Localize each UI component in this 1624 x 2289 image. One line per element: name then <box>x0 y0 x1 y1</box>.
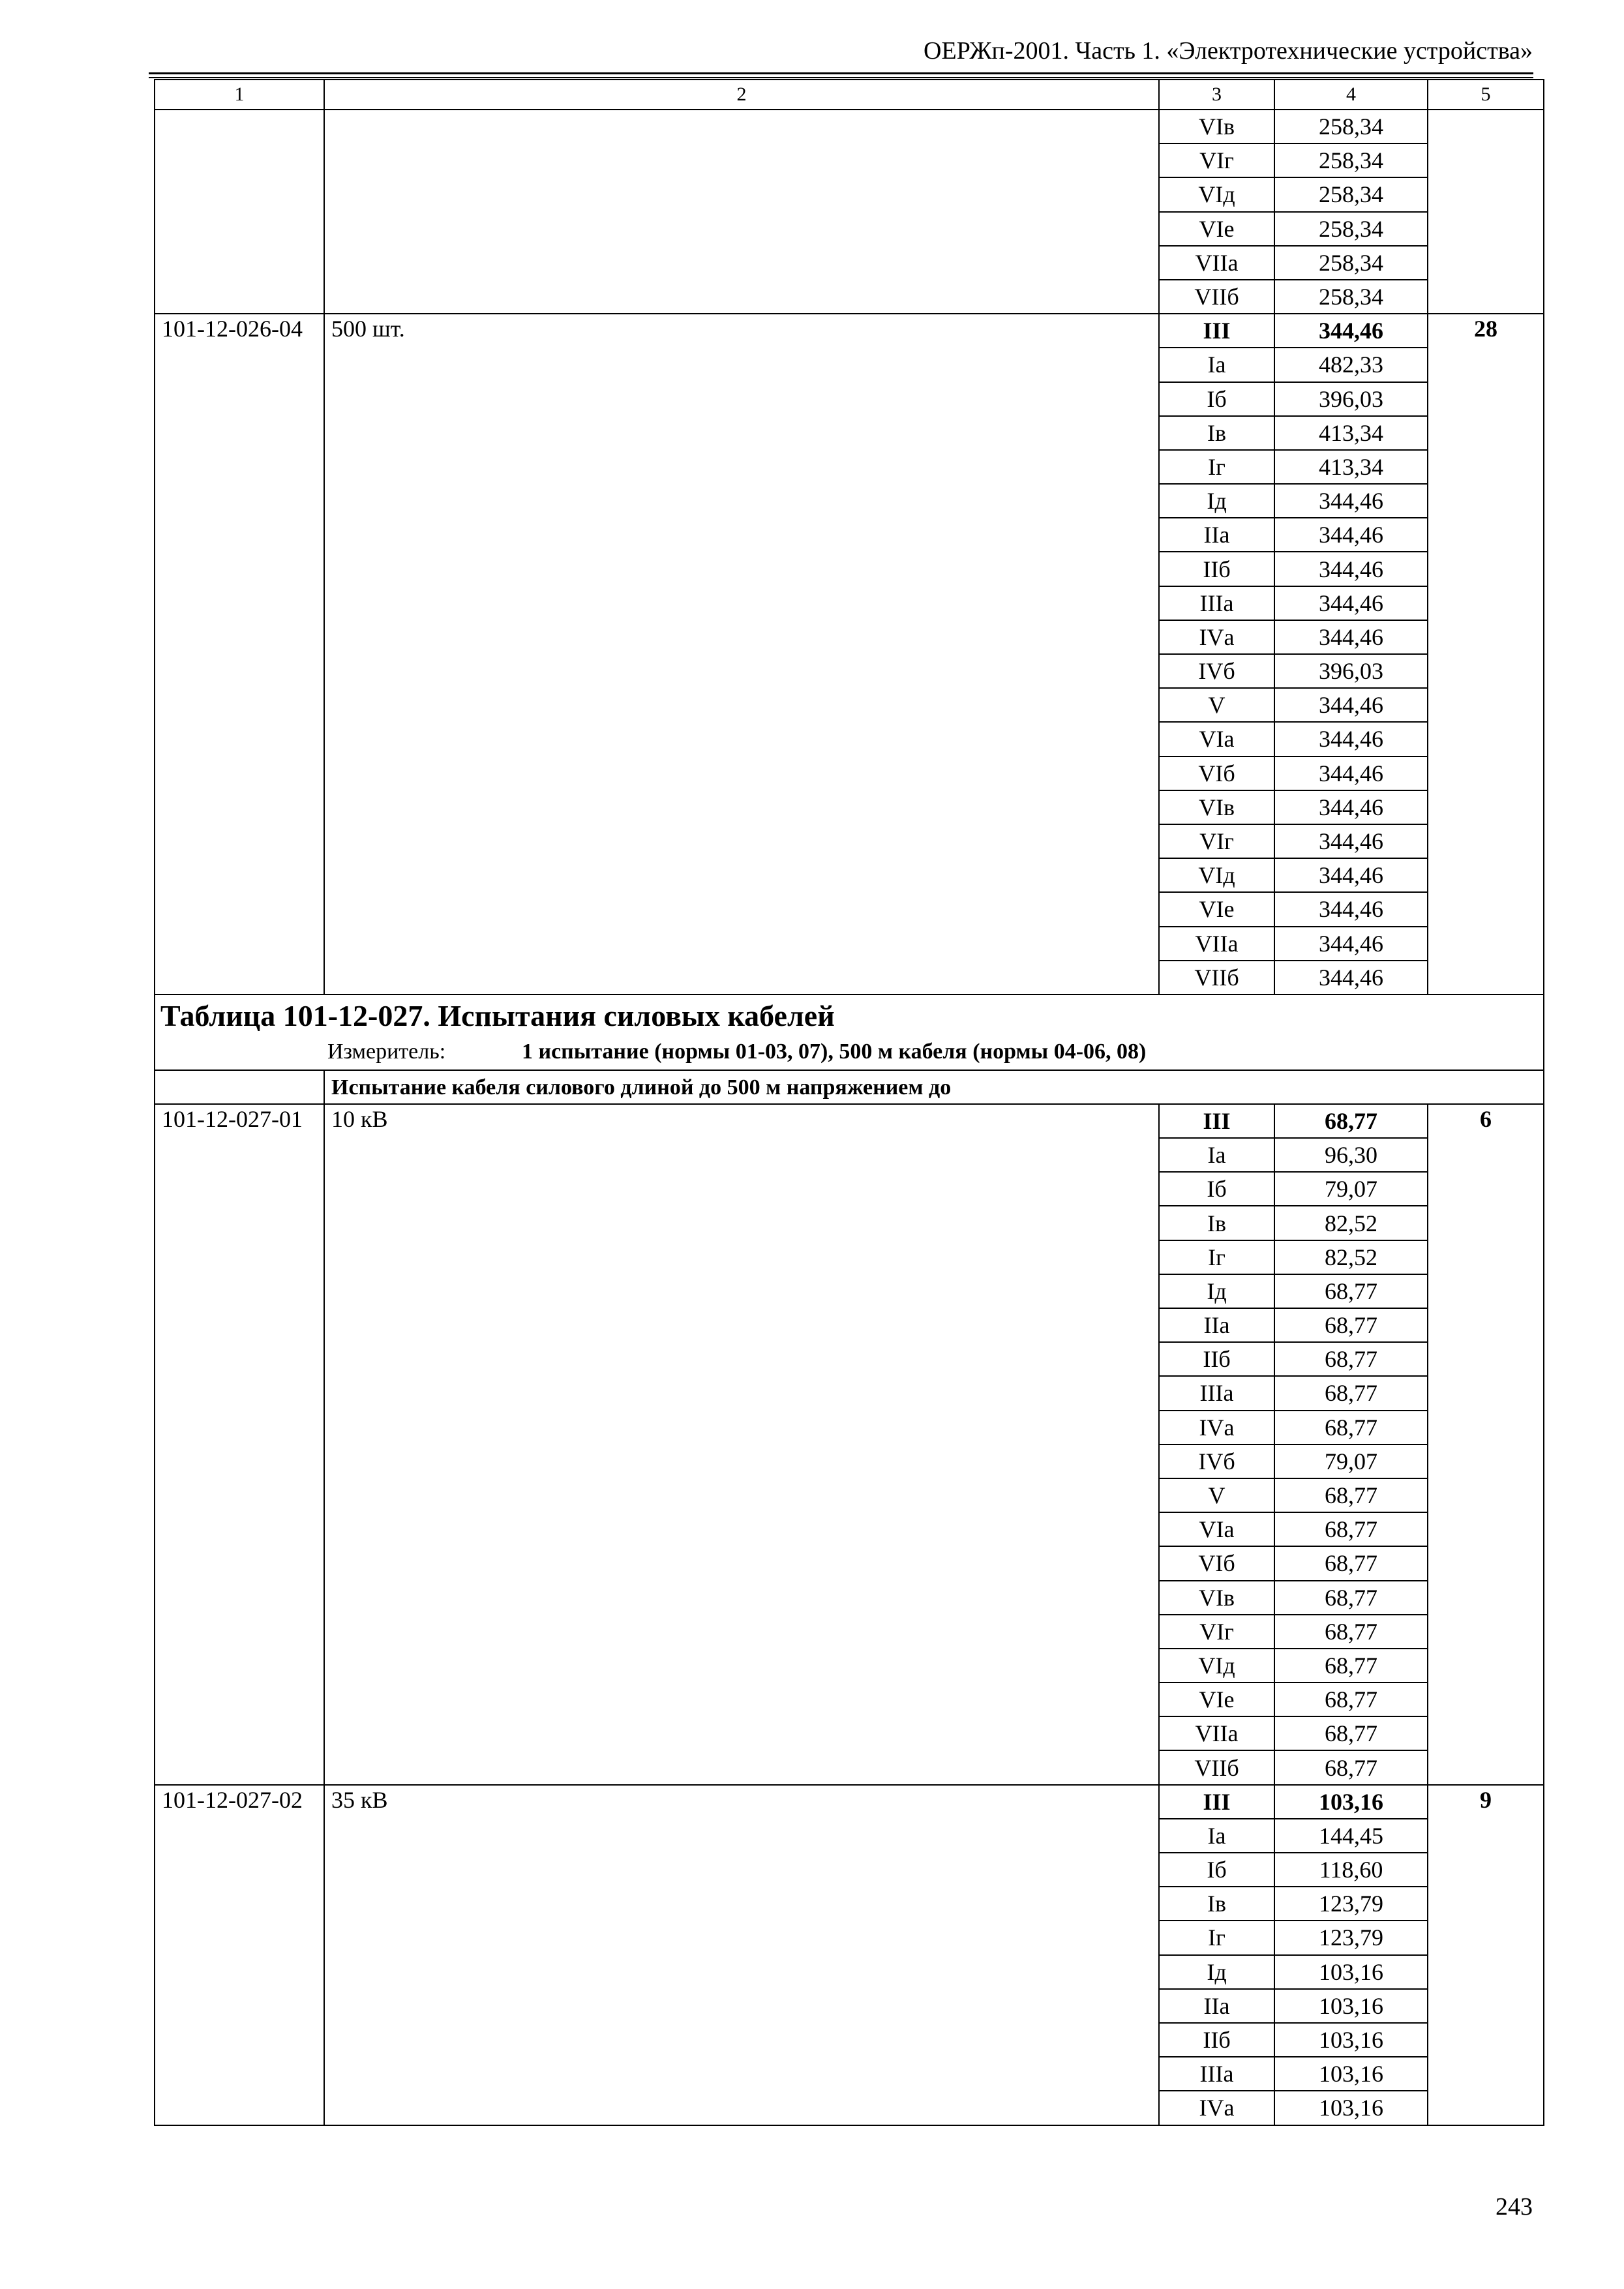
zone-cell: Iб <box>1159 1853 1274 1887</box>
price-cell: 103,16 <box>1274 1785 1428 1819</box>
norm-description: 500 шт. <box>324 314 1159 995</box>
zone-cell: VIб <box>1159 1546 1274 1580</box>
price-cell: 482,33 <box>1274 348 1428 382</box>
price-cell: 258,34 <box>1274 280 1428 314</box>
zone-cell: IIIа <box>1159 1376 1274 1410</box>
quantity-cell: 28 <box>1428 314 1544 995</box>
section-cell <box>324 1070 1544 1104</box>
price-cell: 68,77 <box>1274 1546 1428 1580</box>
price-cell: 123,79 <box>1274 1921 1428 1954</box>
table-row <box>155 314 1544 348</box>
price-cell: 96,30 <box>1274 1138 1428 1172</box>
price-cell: 103,16 <box>1274 1989 1428 2023</box>
price-cell: 103,16 <box>1274 2057 1428 2091</box>
price-cell: 413,34 <box>1274 450 1428 484</box>
zone-cell: IVа <box>1159 620 1274 654</box>
price-cell: 258,34 <box>1274 212 1428 246</box>
price-cell: 344,46 <box>1274 314 1428 348</box>
price-cell: 344,46 <box>1274 620 1428 654</box>
zone-cell: IVб <box>1159 654 1274 688</box>
price-cell: 68,77 <box>1274 1750 1428 1784</box>
zone-cell: IIIа <box>1159 586 1274 620</box>
zone-cell: VIд <box>1159 177 1274 211</box>
section-row <box>155 1070 1544 1104</box>
price-cell: 103,16 <box>1274 2023 1428 2057</box>
column-number: 2 <box>324 80 1159 110</box>
price-cell: 68,77 <box>1274 1716 1428 1750</box>
zone-cell: VIе <box>1159 892 1274 926</box>
zone-cell: IVа <box>1159 2091 1274 2125</box>
zone-cell: Iв <box>1159 416 1274 450</box>
table-title: Таблица 101-12-027. Испытания силовых кабелей <box>160 998 835 1032</box>
quantity-cell: 9 <box>1428 1785 1544 2125</box>
norm-description: 10 кВ <box>324 1104 1159 1785</box>
zone-cell: VIг <box>1159 1615 1274 1649</box>
price-cell: 344,46 <box>1274 586 1428 620</box>
table-row <box>155 110 1544 143</box>
zone-cell: Iа <box>1159 1138 1274 1172</box>
zone-cell: III <box>1159 1785 1274 1819</box>
zone-cell: Iг <box>1159 1240 1274 1274</box>
zone-cell: IIа <box>1159 1308 1274 1342</box>
zone-cell: VIг <box>1159 824 1274 858</box>
norm-code: 101-12-026-04 <box>155 314 324 995</box>
norm-description <box>324 110 1159 314</box>
price-cell: 103,16 <box>1274 2091 1428 2125</box>
table-title-cell <box>155 995 1544 1034</box>
price-cell: 68,77 <box>1274 1512 1428 1546</box>
zone-cell: Iв <box>1159 1887 1274 1921</box>
price-cell: 344,46 <box>1274 858 1428 892</box>
price-cell: 68,77 <box>1274 1376 1428 1410</box>
quantity-cell <box>1428 110 1544 314</box>
section-spacer-cell <box>155 1070 324 1104</box>
zone-cell: VIIб <box>1159 961 1274 995</box>
quantity-cell: 6 <box>1428 1104 1544 1785</box>
norm-code: 101-12-027-02 <box>155 1785 324 2125</box>
price-cell: 144,45 <box>1274 1819 1428 1853</box>
norm-code: 101-12-027-01 <box>155 1104 324 1785</box>
zone-cell: V <box>1159 688 1274 722</box>
zone-cell: VIв <box>1159 790 1274 824</box>
zone-cell: IIб <box>1159 552 1274 586</box>
table-row <box>155 1785 1544 1819</box>
price-cell: 79,07 <box>1274 1444 1428 1478</box>
zone-cell: Iб <box>1159 382 1274 416</box>
price-cell: 68,77 <box>1274 1615 1428 1649</box>
price-cell: 413,34 <box>1274 416 1428 450</box>
norm-code <box>155 110 324 314</box>
header-rule-secondary <box>149 77 1533 78</box>
price-cell: 344,46 <box>1274 927 1428 961</box>
zone-cell: VIв <box>1159 1581 1274 1615</box>
column-number: 3 <box>1159 80 1274 110</box>
price-cell: 344,46 <box>1274 518 1428 552</box>
price-cell: 68,77 <box>1274 1649 1428 1683</box>
price-cell: 258,34 <box>1274 246 1428 280</box>
zone-cell: VIIб <box>1159 1750 1274 1784</box>
running-header-title: ОЕРЖп-2001. Часть 1. «Электротехнические устройства» <box>924 37 1533 65</box>
zone-cell: V <box>1159 1478 1274 1512</box>
zone-cell: IVа <box>1159 1411 1274 1444</box>
zone-cell: Iд <box>1159 1274 1274 1308</box>
zone-cell: IVб <box>1159 1444 1274 1478</box>
table-title-row <box>155 995 1544 1034</box>
zone-cell: VIг <box>1159 143 1274 177</box>
zone-cell: VIе <box>1159 1683 1274 1716</box>
zone-cell: IIIа <box>1159 2057 1274 2091</box>
zone-cell: VIд <box>1159 858 1274 892</box>
section-heading: Испытание кабеля силового длиной до 500 м напряжением до <box>331 1075 952 1100</box>
column-number-row <box>155 80 1544 110</box>
price-cell: 344,46 <box>1274 892 1428 926</box>
price-cell: 68,77 <box>1274 1683 1428 1716</box>
price-cell: 344,46 <box>1274 552 1428 586</box>
zone-cell: Iг <box>1159 450 1274 484</box>
column-number: 1 <box>155 80 324 110</box>
price-cell: 344,46 <box>1274 756 1428 790</box>
price-cell: 82,52 <box>1274 1240 1428 1274</box>
measure-row <box>155 1034 1544 1070</box>
zone-cell: Iа <box>1159 348 1274 382</box>
price-cell: 344,46 <box>1274 961 1428 995</box>
column-number: 5 <box>1428 80 1544 110</box>
zone-cell: VIа <box>1159 1512 1274 1546</box>
measure-text: 1 испытание (нормы 01-03, 07), 500 м кабеля (нормы 04-06, 08) <box>522 1039 1147 1064</box>
price-cell: 68,77 <box>1274 1581 1428 1615</box>
price-cell: 258,34 <box>1274 110 1428 143</box>
zone-cell: VIIа <box>1159 1716 1274 1750</box>
norms-table-body <box>155 80 1544 2125</box>
zone-cell: VIа <box>1159 722 1274 756</box>
zone-cell: III <box>1159 1104 1274 1138</box>
price-cell: 344,46 <box>1274 688 1428 722</box>
header-rule <box>149 72 1533 74</box>
price-cell: 344,46 <box>1274 722 1428 756</box>
price-cell: 68,77 <box>1274 1411 1428 1444</box>
table-row <box>155 1104 1544 1138</box>
zone-cell: VIв <box>1159 110 1274 143</box>
zone-cell: III <box>1159 314 1274 348</box>
zone-cell: VIIа <box>1159 246 1274 280</box>
price-cell: 258,34 <box>1274 143 1428 177</box>
zone-cell: VIе <box>1159 212 1274 246</box>
price-cell: 396,03 <box>1274 654 1428 688</box>
norms-table <box>154 79 1544 2126</box>
zone-cell: Iб <box>1159 1172 1274 1206</box>
price-cell: 123,79 <box>1274 1887 1428 1921</box>
price-cell: 118,60 <box>1274 1853 1428 1887</box>
zone-cell: VIб <box>1159 756 1274 790</box>
zone-cell: IIа <box>1159 518 1274 552</box>
zone-cell: IIб <box>1159 2023 1274 2057</box>
zone-cell: Iд <box>1159 1955 1274 1989</box>
zone-cell: VIIб <box>1159 280 1274 314</box>
price-cell: 396,03 <box>1274 382 1428 416</box>
price-cell: 258,34 <box>1274 177 1428 211</box>
price-cell: 68,77 <box>1274 1274 1428 1308</box>
measure-cell <box>155 1034 1544 1070</box>
price-cell: 68,77 <box>1274 1342 1428 1376</box>
price-cell: 82,52 <box>1274 1206 1428 1240</box>
price-cell: 344,46 <box>1274 790 1428 824</box>
price-cell: 344,46 <box>1274 484 1428 518</box>
zone-cell: IIа <box>1159 1989 1274 2023</box>
norm-description: 35 кВ <box>324 1785 1159 2125</box>
zone-cell: Iа <box>1159 1819 1274 1853</box>
zone-cell: Iв <box>1159 1206 1274 1240</box>
price-cell: 68,77 <box>1274 1478 1428 1512</box>
zone-cell: Iд <box>1159 484 1274 518</box>
measure-label: Измеритель: <box>327 1039 446 1064</box>
price-cell: 103,16 <box>1274 1955 1428 1989</box>
zone-cell: VIд <box>1159 1649 1274 1683</box>
price-cell: 344,46 <box>1274 824 1428 858</box>
price-cell: 68,77 <box>1274 1104 1428 1138</box>
column-number: 4 <box>1274 80 1428 110</box>
zone-cell: IIб <box>1159 1342 1274 1376</box>
page-number: 243 <box>1496 2193 1533 2221</box>
zone-cell: VIIа <box>1159 927 1274 961</box>
zone-cell: Iг <box>1159 1921 1274 1954</box>
price-cell: 68,77 <box>1274 1308 1428 1342</box>
price-cell: 79,07 <box>1274 1172 1428 1206</box>
